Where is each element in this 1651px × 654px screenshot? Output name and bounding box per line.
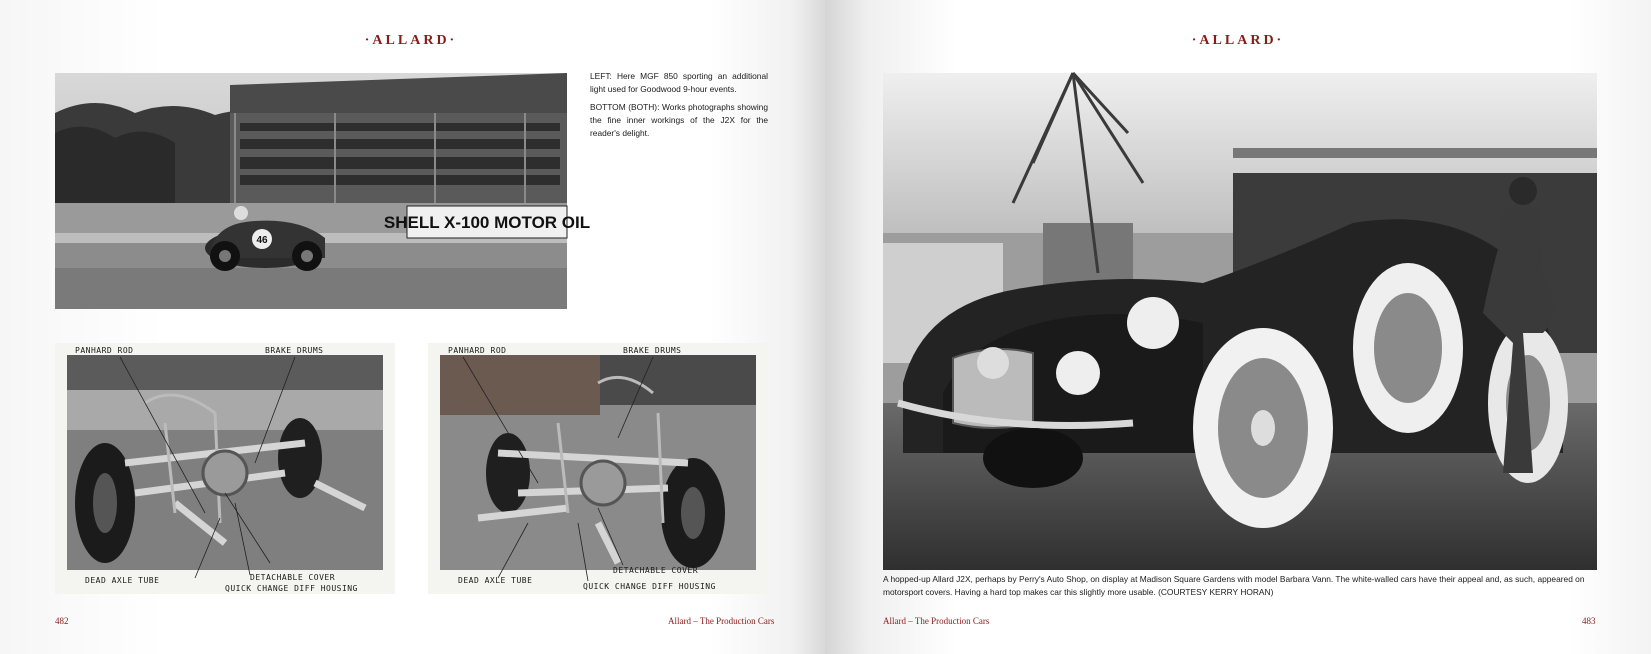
chassis-photo-1 [55,343,395,594]
caption-bottom: BOTTOM (BOTH): Works photographs showing the fine inner workings of the J2X for the reader's delight. [590,102,768,138]
photo-captions [590,70,768,145]
page-number-left: 482 [55,616,69,626]
label-panhard-rod: PANHARD ROD [75,346,134,355]
label-quick-change: QUICK CHANGE DIFF HOUSING [583,582,716,591]
label-brake-drums: BRAKE DRUMS [623,346,682,355]
label-dead-axle-tube: DEAD AXLE TUBE [458,576,533,585]
footer-title-left: Allard – The Production Cars [668,616,775,626]
showroom-photo-caption: A hopped-up Allard J2X, perhaps by Perry's Auto Shop, on display at Madison Square Gardens with model Barbara Vann. The white-walled cars have their appeal and, as such, appeared on motorsport covers. Having a hard top makes car this slightly more usable. (COURTESY KERRY HORAN) [883,574,1585,597]
label-brake-drums: BRAKE DRUMS [265,346,324,355]
label-detachable-cover: DETACHABLE COVER [250,573,336,582]
left-page [0,0,825,654]
running-head-left: ·ALLARD· [364,33,458,48]
shell-banner-text: SHELL X-100 MOTOR OIL [383,213,591,232]
label-quick-change: QUICK CHANGE DIFF HOUSING [225,584,358,593]
car-number: 46 [256,235,268,246]
page-number-right: 483 [1582,616,1596,626]
footer-title-right: Allard – The Production Cars [883,616,990,626]
goodwood-race-photo [55,73,591,309]
allard-j2x-showroom-photo [883,73,1597,570]
chassis-photo-2 [428,343,768,594]
caption-left: LEFT: Here MGF 850 sporting an additional light used for Goodwood 9-hour events. [590,71,768,94]
label-panhard-rod: PANHARD ROD [448,346,507,355]
running-head-right: ·ALLARD· [1191,33,1285,48]
label-dead-axle-tube: DEAD AXLE TUBE [85,576,160,585]
label-detachable-cover: DETACHABLE COVER [613,566,699,575]
